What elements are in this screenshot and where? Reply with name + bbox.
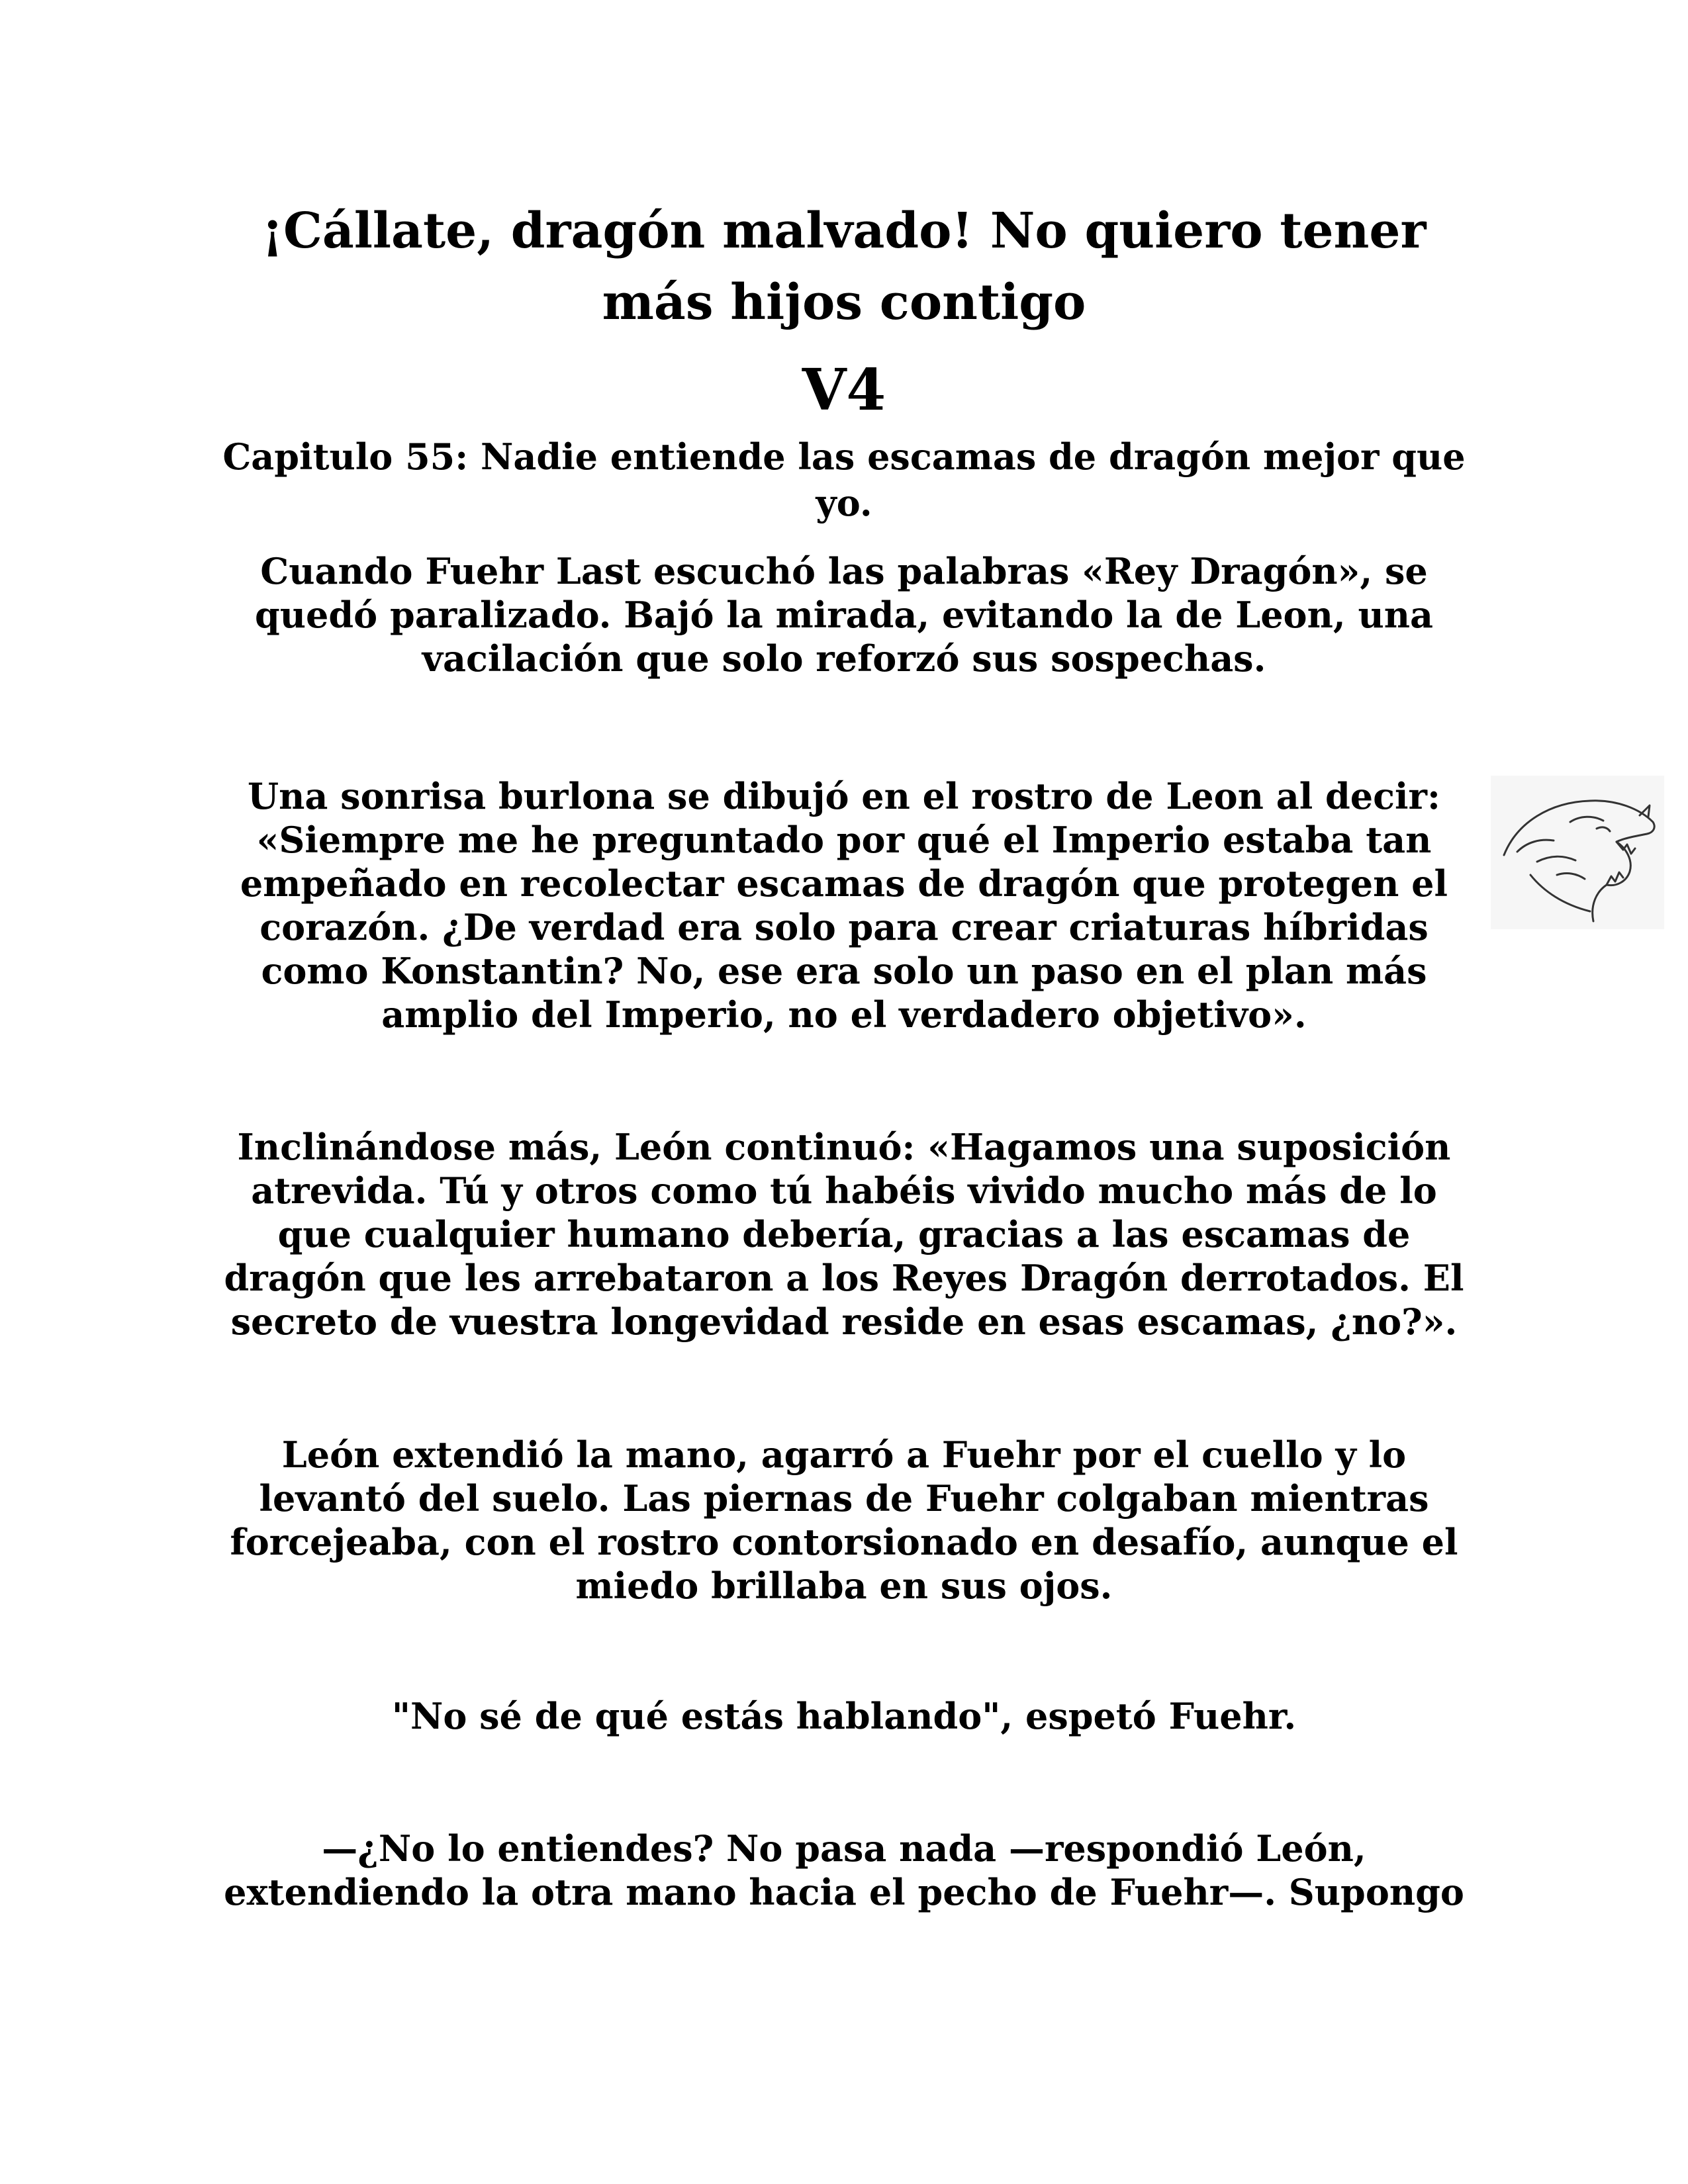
paragraph-6: —¿No lo entiendes? No pasa nada —respondió León, extendiendo la otra mano hacia el pecho de Fuehr—. Supongo: [224, 1827, 1464, 1913]
chapter-heading: Capitulo 55: Nadie entiende las escamas de dragón mejor que yo.: [222, 435, 1466, 524]
volume-label: V4: [802, 357, 886, 424]
dragon-head-icon: [1491, 776, 1664, 929]
paragraph-5: "No sé de qué estás hablando", espetó Fuehr.: [391, 1695, 1297, 1737]
paragraph-4: León extendió la mano, agarró a Fuehr por el cuello y lo levantó del suelo. Las piernas de Fuehr colgaban mientras forcejeaba, con el rostro contorsionado en desafío, aunque el miedo brillaba en sus ojos.: [230, 1433, 1458, 1607]
paragraph-3: Inclinándose más, León continuó: «Hagamos una suposición atrevida. Tú y otros como tú habéis vivido mucho más de lo que cualquier humano debería, gracias a las escamas de dragón que les arrebataron a los Reyes Dragón derrotados. El secreto de vuestra longevidad reside en esas escamas, ¿no?».: [224, 1126, 1464, 1343]
paragraph-1: Cuando Fuehr Last escuchó las palabras «Rey Dragón», se quedó paralizado. Bajó la mirada, evitando la de Leon, una vacilación que solo reforzó sus sospechas.: [255, 550, 1433, 680]
document-title: ¡Cállate, dragón malvado! No quiero tener más hijos contigo: [261, 203, 1427, 331]
paragraph-2: Una sonrisa burlona se dibujó en el rostro de Leon al decir: «Siempre me he preguntado por qué el Imperio estaba tan empeñado en recolectar escamas de dragón que protegen el corazón. ¿De verdad era solo para crear criaturas híbridas como Konstantin? No, ese era solo un paso en el plan más amplio del Imperio, no el verdadero objetivo».: [240, 775, 1448, 1036]
